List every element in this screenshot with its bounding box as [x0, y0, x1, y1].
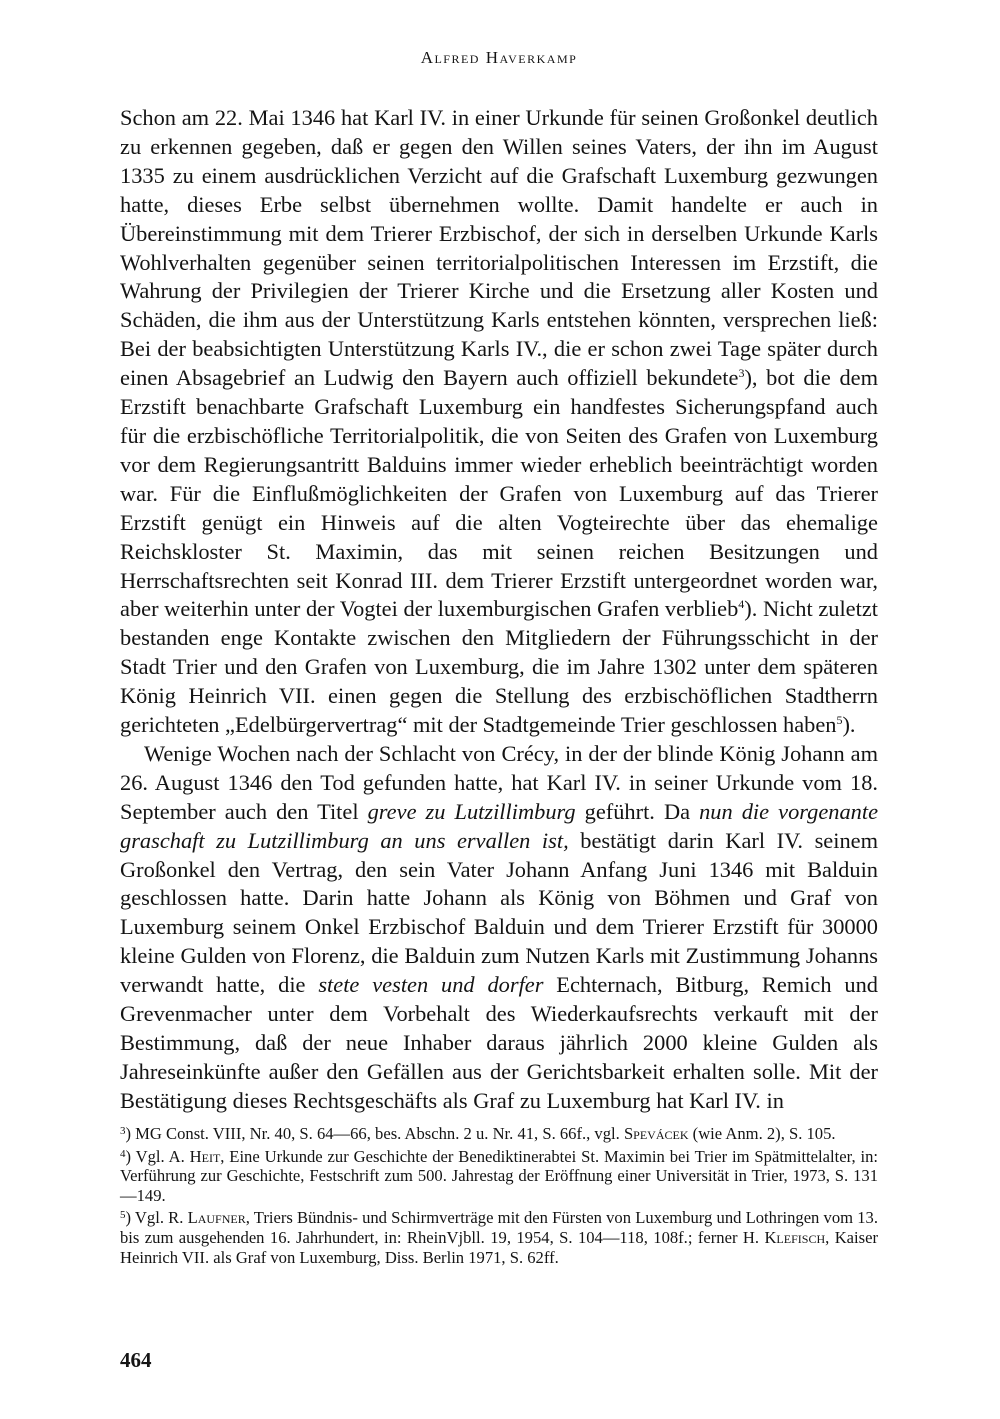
page-number: 464 [120, 1348, 152, 1372]
footnote-ref: 3 [738, 366, 745, 381]
author-name: Spevácek [623, 1124, 689, 1143]
text-segment: ). Nicht zuletzt bestanden enge Kontakte zwischen den Mitgliedern der Führungsschicht in der Stadt Trier und den Grafen von Luxemburg, die im Jahre 1302 unter dem späteren König Heinrich VII. einen gegen die Stellung des erzbischöflichen Stadtherrn gerichteten „Edelbürgervertrag“ mit der Stadtgemeinde Trier geschlossen haben [120, 596, 878, 738]
footnote [120, 1208, 878, 1267]
quotation-italic: stete vesten und dorfer [318, 972, 544, 998]
text-segment: geführt. Da [575, 798, 700, 824]
footnote-ref: 4 [738, 597, 745, 612]
footnote-marker: 5 [120, 1209, 126, 1222]
quotation-italic: nun die vorgenante graschaft zu Lutzillimburg an uns ervallen ist, [120, 798, 879, 853]
text-segment: Schon am 22. Mai 1346 hat Karl IV. in einer Urkunde für seinen Großonkel deutlich zu erkennen gegeben, daß er gegen den Willen seines Vaters, der ihn im August 1335 zu einem ausdrücklichen Verzicht auf die Grafschaft Luxemburg gezwungen hatte, dieses Erbe selbst übernehmen wollte. Damit handelte er auch in Übereinstimmung mit dem Trierer Erzbischof, der sich in derselben Urkunde Karls Wohlverhalten gegenüber seinen territorialpolitischen Interessen im Erzstift, die Wahrung der Privilegien der Trierer Kirche und die Ersetzung aller Kosten und Schäden, die ihm aus der Unterstützung Karls entstehen könnten, versprechen ließ: Bei der beabsichtigten Unterstützung Karls IV., die er schon zwei Tage später durch einen Absagebrief an Ludwig den Bayern auch offiziell bekundete [120, 105, 878, 391]
text-segment: Wenige Wochen nach der Schlacht von Crécy, in der der blinde König Johann am 26. August 1346 den Tod gefunden hatte, hat Karl IV. in seiner Urkunde vom 18. September auch den Titel [120, 740, 878, 824]
paragraph [120, 104, 878, 740]
text-segment: bestätigt darin Karl IV. seinem Großonkel den Vertrag, den sein Vater Johann Anfang Juni 1346 mit Balduin geschlossen hatte. Darin hatte Johann als König von Böhmen und Graf von Luxemburg seinem Onkel Erzbischof Balduin und dem Trierer Erzstift für 30000 kleine Gulden von Florenz, die Balduin zum Nutzen Karls mit Zustimmung Johanns verwandt hatte, die [120, 827, 878, 998]
footnote [120, 1147, 878, 1206]
footnote [120, 1124, 878, 1144]
footnote-marker: 3 [120, 1125, 126, 1137]
author-name: Laufner [187, 1208, 246, 1228]
author-name: Heit [189, 1146, 221, 1166]
text-segment: ). [842, 712, 856, 738]
footnote-marker: 4 [120, 1147, 126, 1160]
footnote-text: ) MG Const. VIII, Nr. 40, S. 64—66, bes. Abschn. 2 u. Nr. 41, S. 66f., vgl. [125, 1124, 624, 1143]
main-text [120, 104, 878, 1116]
footnote-text: (wie Anm. 2), S. 105. [688, 1124, 836, 1143]
footnote-text: ) Vgl. R. [125, 1208, 188, 1228]
footnote-ref: 5 [836, 713, 843, 728]
footnote-text: , Eine Urkunde zur Geschichte der Benediktinerabtei St. Maximin bei Trier im Spätmittelalter, in: Verführung zur Geschichte, Festschrift zum 500. Jahrestag der Eröffnung einer Universität in Trier, 1973, S. 131—149. [120, 1146, 879, 1205]
quotation-italic: greve zu Lutzillimburg [367, 798, 576, 824]
text-segment: ), bot die dem Erzstift benachbarte Grafschaft Luxemburg ein handfestes Sicherungspfand auch für die erzbischöfliche Territorialpolitik, die von Seiten des Grafen von Luxemburg vor dem Regierungsantritt Balduins immer wieder erheblich beeinträchtigt worden war. Für die Einflußmöglichkeiten der Grafen von Luxemburg auf das Trierer Erzstift genügt ein Hinweis auf die alten Vogteirechte über das ehemalige Reichskloster St. Maximin, das mit seinen reichen Besitzungen und Herrschaftsrechten seit Konrad III. dem Trierer Erzstift untergeordnet worden war, aber weiterhin unter der Vogtei der luxemburgischen Grafen verblieb [120, 365, 878, 622]
paragraph [120, 740, 878, 1116]
footnotes [120, 1124, 878, 1270]
text-segment: Echternach, Bitburg, Remich und Grevenmacher unter dem Vorbehalt des Wiederkaufsrechts verkauft mit der Bestimmung, daß der neue Inhaber daraus jährlich 2000 kleine Gulden als Jahreseinkünfte außer den Gefällen aus der Gerichtsbarkeit erhalten solle. Mit der Bestätigung dieses Rechtsgeschäfts als Graf zu Luxemburg hat Karl IV. in [120, 972, 878, 1113]
footnote-text: , Kaiser Heinrich VII. als Graf von Luxemburg, Diss. Berlin 1971, S. 62ff. [120, 1227, 879, 1267]
footnote-text: , Triers Bündnis- und Schirmverträge mit den Fürsten von Luxemburg und Lothringen vom 13. bis zum ausgehenden 16. Jahrhundert, in: RheinVjbll. 19, 1954, S. 104—118, 108f.; ferner H. [120, 1208, 878, 1247]
author-name: Klefisch [764, 1227, 826, 1247]
footnote-text: ) Vgl. A. [125, 1146, 190, 1166]
running-head: Alfred Haverkamp [420, 48, 578, 67]
